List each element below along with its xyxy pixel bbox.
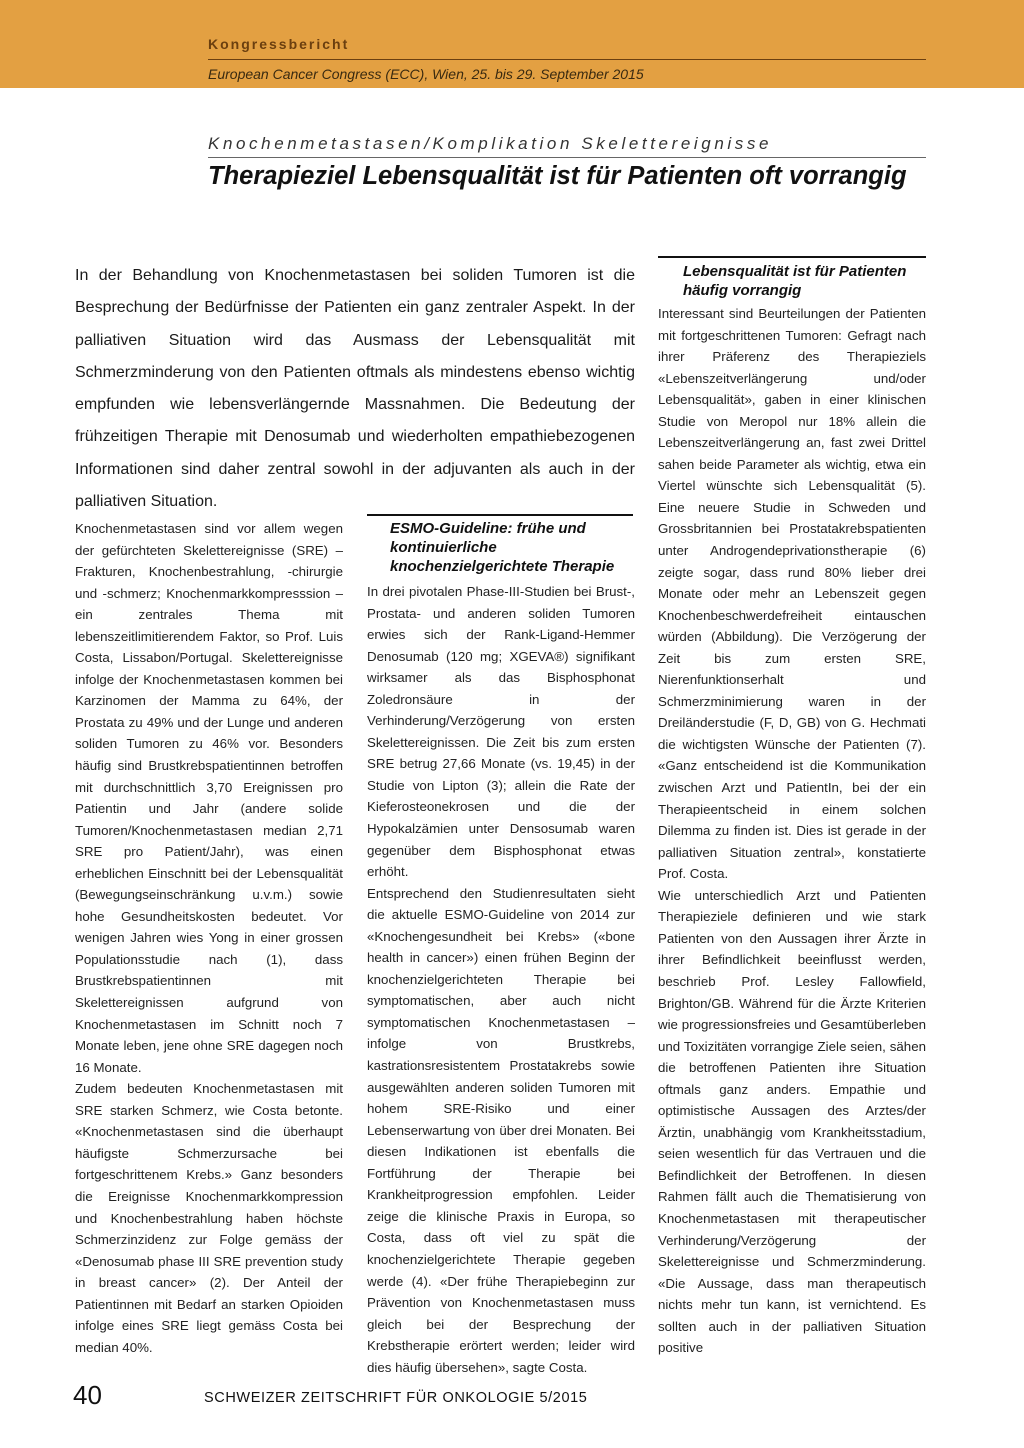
body-paragraph: Knochenmetastasen sind vor allem wegen der gefürchteten Skelettereignisse (SRE) – Frakturen, Knochenbestrahlung, -chirurgie und -schmerz; Knochenmarkkompresssion – ein zentrales Thema mit lebenszeitlimitierendem Faktor, so Prof. Luis Costa, Lissabon/Portugal. Skelettereignisse infolge der Knochenmetastasen kommen bei Karzinomen der Mamma zu 64%, der Prostata zu 49% und der Lunge und anderen soliden Tumoren zu 46% vor. Besonders häufig sind Brustkrebspatientinnen betroffen mit durchschnittlich 3,70 Ereignissen pro Patientin und Jahr (andere solide Tumoren/Knochenmetastasen median 2,71 SRE pro Patient/Jahr), was einen erheblichen Einschnitt bei der Lebensqualität (Bewegungseinschränkung u.v.m.) sowie hohe Gesundheitskosten bedeutet. Vor wenigen Jahren wies Yong in einer grossen Populationsstudie nach (1), dass Brustkrebspatientinnen mit Skelettereignissen aufgrund von Knochenmetastasen im Schnitt noch 7 Monate leben, jene ohne SRE dagegen noch 16 Monate. (75, 521, 343, 1075)
section-label: Kongressbericht (208, 36, 350, 52)
subhead-rule (367, 514, 633, 516)
body-paragraph: In drei pivotalen Phase-III-Studien bei Brust-, Prostata- und anderen soliden Tumoren erwies sich der Rank-Ligand-Hemmer Denosumab (120 mg; XGEVA®) signifikant wirksamer als das Bisphosphonat Zoledronsäure in der Verhinderung/Verzögerung von ersten Skelettereignissen. Die Zeit bis zum ersten SRE betrug 27,66 Monate (vs. 19,45) in der Studie von Lipton (3); allein die Rate der Kieferosteonekrosen und die der Hypokalzämien unter Densosumab waren gegenüber dem Bisphosphonat etwas erhöht. (367, 584, 635, 880)
topic-rule (208, 157, 926, 158)
header-rule (208, 59, 926, 60)
subhead-rule (658, 256, 926, 258)
body-paragraph: Interessant sind Beurteilungen der Patienten mit fortgeschrittenen Tumoren: Gefragt nach ihrer Präferenz des Therapieziels «Lebenszeitverlängerung und/oder Lebensqualität», gaben in einer klinischen Studie von Meropol nur 18% allein die Lebenszeitverlängerung an, fast zwei Drittel sahen beide Parameter als wichtig, etwa ein Viertel wünschte sich Lebensqualität (5). Eine neuere Studie in Schweden und Grossbritannien bei Prostatakrebspatienten unter Androgendeprivationstherapie (6) zeigte sogar, dass rund 80% lieber drei Monate oder mehr an Lebenszeit gegen Knochenbeschwerdefreiheit eintauschen würden (Abbildung). Die Verzögerung der Zeit bis zum ersten SRE, Nierenfunktionserhalt und Schmerzminimierung waren in der Dreiländerstudie (F, D, GB) von G. Hechmati die wichtigsten Wünsche der Patienten (7). «Ganz entscheidend ist die Kommunikation zwischen Arzt und PatientIn, bei der ein Therapieentscheid in einem solchen Dilemma zu finden ist. Dies ist gerade in der palliativen Situation zentral», konstatierte Prof. Costa. (658, 306, 926, 882)
column-3 (658, 303, 926, 1359)
body-paragraph: Wie unterschiedlich Arzt und Patienten Therapieziele definieren und wie stark Patienten von den Aussagen ihrer Ärzte in ihrer Befindlichkeit beeinflusst werden, beschrieb Prof. Lesley Fallowfield, Brighton/GB. Während für die Ärzte Kriterien wie progressionsfreies und Gesamtüberleben und Toxizitäten vorrangige Ziele seien, sähen die betroffenen Patienten ihre Situation oftmals ganz anders. Empathie und optimistische Aussagen des Arztes/der Ärztin, unabhängig vom Krankheitsstadium, seien wesentlich für das Vertrauen und die Befindlichkeit der Betroffenen. In diesen Rahmen fällt auch die Thematisierung von Knochenmetastasen mit therapeutischer Verhinderung/Verzögerung der Skelettereignisse und Schmerzminderung. «Die Aussage, dass man therapeutisch nichts mehr tun kann, ist vernichtend. Es sollten auch in der palliativen Situation positive (658, 887, 926, 1356)
column-2 (367, 581, 635, 1378)
topic-line: Knochenmetastasen/Komplikation Skelettereignisse (208, 134, 773, 153)
lead-paragraph: In der Behandlung von Knochenmetastasen bei soliden Tumoren ist die Besprechung der Bedürfnisse der Patienten ein ganz zentraler Aspekt. In der palliativen Situation wird das Ausmass der Lebensqualität mit Schmerzminderung von den Patienten oftmals als mindestens ebenso wichtig empfunden wie lebensverlängernde Massnahmen. Die Bedeutung der frühzeitigen Therapie mit Denosumab und wiederholten empathiebezogenen Informationen sind daher zentral sowohl in der adjuvanten als auch in der palliativen Situation. (75, 267, 635, 511)
page-number: 40 (73, 1380, 102, 1410)
body-paragraph: Entsprechend den Studienresultaten sieht die aktuelle ESMO-Guideline von 2014 zur «Knochengesundheit bei Krebs» («bone health in cancer») einen frühen Beginn der knochenzielgerichteten Therapie bei symptomatischen, aber auch nicht symptomatischen Knochenmetastasen – infolge von Brustkrebs, kastrationsresistentem Prostatakrebs sowie ausgewählten anderen soliden Tumoren mit hohem SRE-Risiko und einer Lebenserwartung von über drei Monaten. Bei diesen Indikationen ist ebenfalls die Fortführung der Therapie bei Krankheitprogression empfohlen. Leider zeige die klinische Praxis in Europa, so Costa, dass oft viel zu spät die knochenzielgerichtete Therapie gegeben werde (4). «Der frühe Therapiebeginn zur Prävention von Knochenmetastasen muss gleich bei der Besprechung der Krebstherapie erörtert werden; leider wird dies häufig übersehen», sagte Costa. (367, 885, 635, 1375)
journal-name: SCHWEIZER ZEITSCHRIFT FÜR ONKOLOGIE 5/2015 (204, 1390, 588, 1406)
column-1 (75, 518, 343, 1358)
article-title: Therapieziel Lebensqualität ist für Patienten oft vorrangig (208, 162, 907, 190)
body-paragraph: Zudem bedeuten Knochenmetastasen mit SRE starken Schmerz, wie Costa betonte. «Knochenmetastasen sind die überhaupt häufigste Schmerzursache bei fortgeschrittenem Krebs.» Ganz besonders die Ereignisse Knochenmarkkompression und Knochenbestrahlung haben höchste Schmerzinzidenz zur Folge gemäss der «Denosumab phase III SRE prevention study in breast cancer» (2). Der Anteil der Patientinnen mit Bedarf an starken Opioiden infolge eines SRE liegt gemäss Costa bei median 40%. (75, 1081, 343, 1355)
subhead-esmo: ESMO-Guideline: frühe und kontinuierliche knochenzielgerichtete Therapie (390, 520, 615, 575)
subhead-lebensqualitaet: Lebensqualität ist für Patienten häufig vorrangig (683, 263, 907, 299)
event-line: European Cancer Congress (ECC), Wien, 25. bis 29. September 2015 (208, 66, 644, 82)
